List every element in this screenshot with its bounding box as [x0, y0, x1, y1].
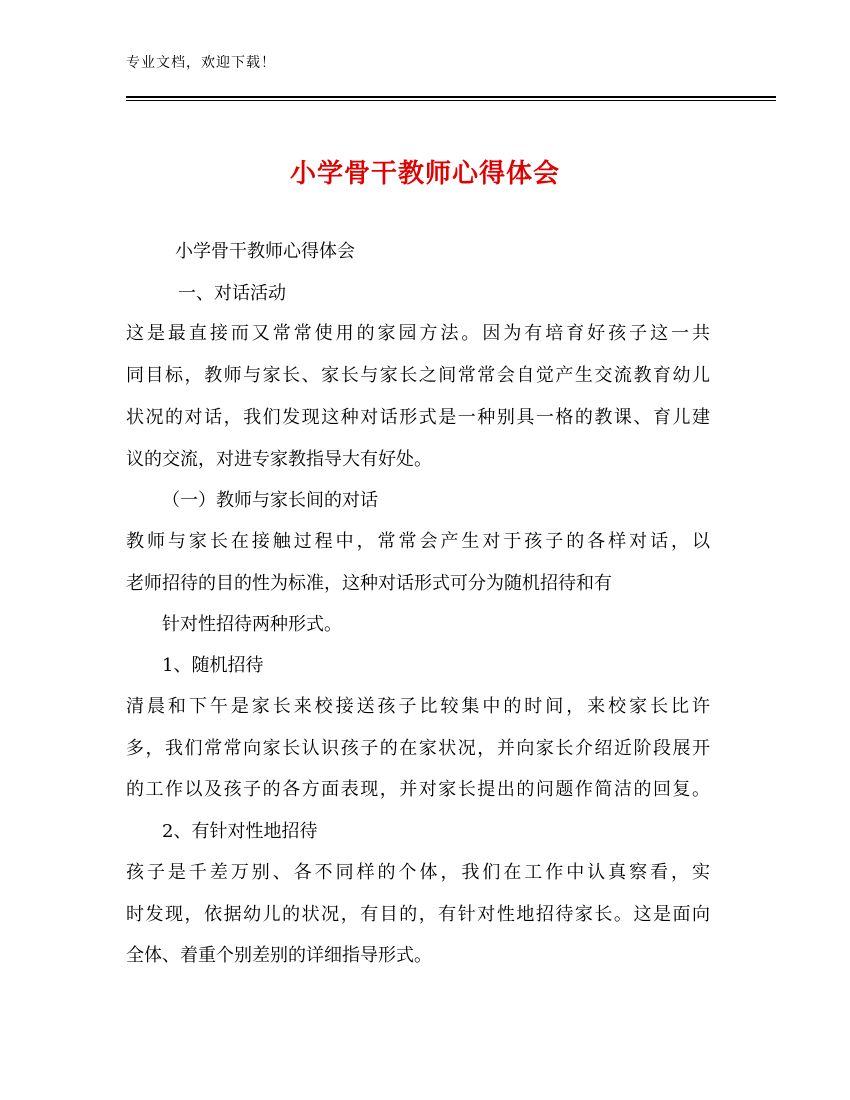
section-heading: 一、对话活动 [178, 283, 286, 304]
paragraph-line: 全体、着重个别差别的详细指导形式。 [126, 945, 432, 966]
paragraph-line: 时发现，依据幼儿的状况，有目的，有针对性地招待家长。这是面向 [126, 904, 710, 925]
header-divider [126, 96, 776, 101]
paragraph-line: 同目标，教师与家长、家长与家长之间常常会自觉产生交流教育幼儿 [126, 365, 710, 386]
paragraph-line: 清晨和下午是家长来校接送孩子比较集中的时间，来校家长比许 [126, 696, 710, 717]
subsection-heading: （一）教师与家长间的对话 [162, 490, 378, 511]
page-header-text: 专业文档，欢迎下载！ [126, 55, 276, 71]
paragraph-line: 针对性招待两种形式。 [162, 614, 342, 635]
paragraph-line: 多，我们常常向家长认识孩子的在家状况，并向家长介绍近阶段展开 [126, 738, 710, 759]
paragraph-line: 的工作以及孩子的各方面表现，并对家长提出的问题作简洁的回复。 [126, 779, 710, 800]
item-heading: 1、随机招待 [162, 655, 264, 676]
document-subtitle: 小学骨干教师心得体会 [175, 241, 355, 262]
paragraph-line: 状况的对话，我们发现这种对话形式是一种别具一格的教课、育儿建 [126, 407, 710, 428]
paragraph-line: 教师与家长在接触过程中，常常会产生对于孩子的各样对话，以 [126, 531, 710, 552]
paragraph-line: 老师招待的目的性为标准，这种对话形式可分为随机招待和有 [126, 573, 612, 594]
document-title: 小学骨干教师心得体会 [289, 159, 560, 189]
paragraph-line: 孩子是千差万别、各不同样的个体，我们在工作中认真察看，实 [126, 862, 710, 883]
paragraph-line: 这是最直接而又常常使用的家园方法。因为有培育好孩子这一共 [126, 323, 710, 344]
item-heading: 2、有针对性地招待 [162, 821, 318, 842]
paragraph-line: 议的交流，对进专家教指导大有好处。 [126, 449, 432, 470]
